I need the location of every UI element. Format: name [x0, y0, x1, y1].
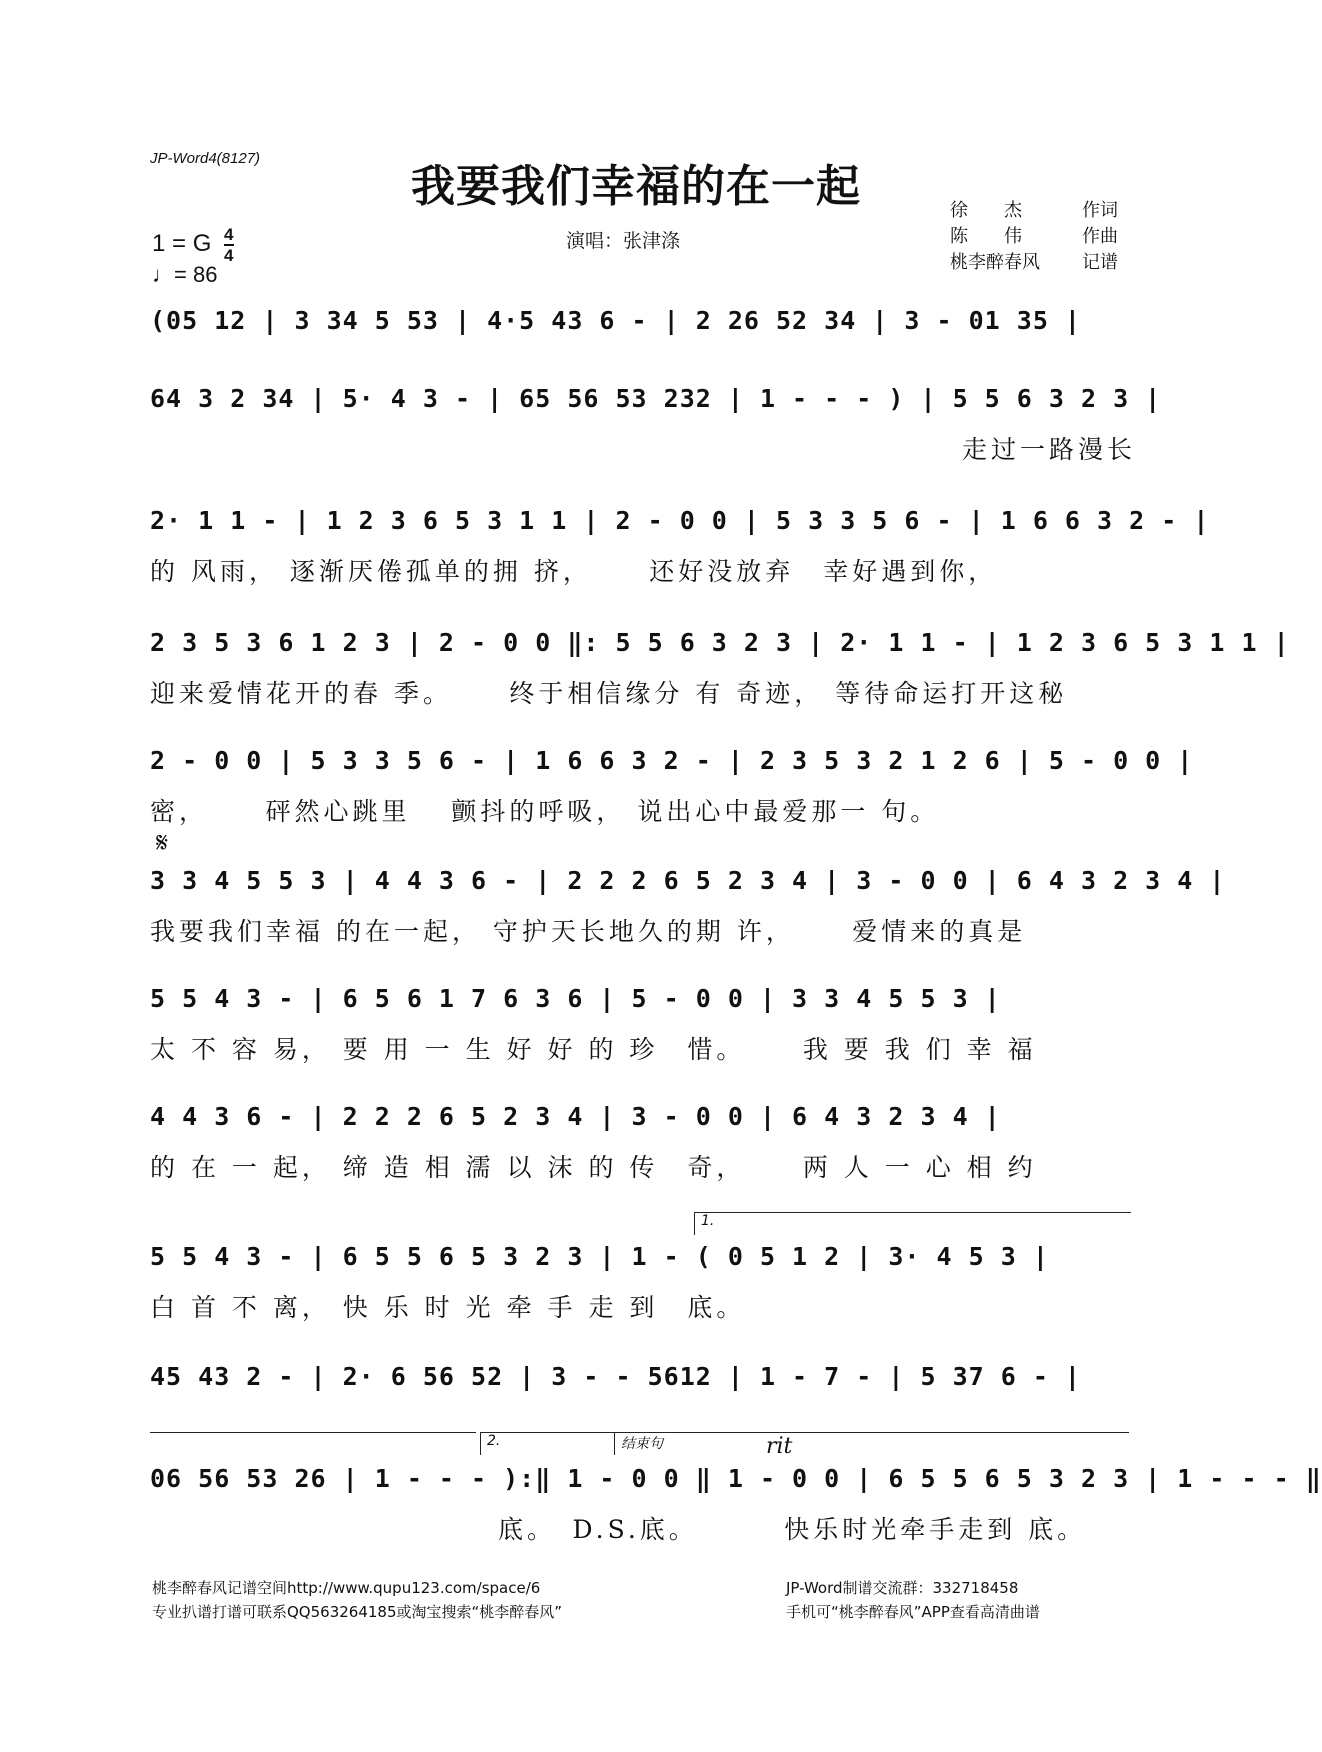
ritardando-mark: rit	[766, 1434, 793, 1459]
notation: 2 - 0 0 | 5 3 3 5 6 - | 1 6 6 3 2 - | 2 3 5 3 2 1 2 6 | 5 - 0 0 |	[150, 746, 1194, 775]
software-version: JP-Word4(8127)	[150, 150, 261, 167]
footer-right	[786, 1576, 1040, 1624]
lyrics: 密， 砰然心跳里 颤抖的呼吸， 说出心中最爱那一 句。	[150, 797, 940, 826]
lyrics: 的 在 一 起， 缔 造 相 濡 以 沫 的 传 奇， 两 人 一 心 相 约	[150, 1153, 1037, 1182]
lyrics: 走过一路漫长	[150, 435, 1137, 464]
notation: 3 3 4 5 5 3 | 4 4 3 6 - | 2 2 2 6 5 2 3 4 | 3 - 0 0 | 6 4 3 2 3 4 |	[150, 866, 1226, 895]
coda-label: 结束句	[621, 1436, 663, 1452]
notation: 64 3 2 34 | 5· 4 3 - | 65 56 53 232 | 1 - - - ) | 5 5 6 3 2 3 |	[150, 384, 1162, 413]
notation: 45 43 2 - | 2· 6 56 52 | 3 - - 5612 | 1 - 7 - | 5 37 6 - |	[150, 1362, 1081, 1391]
notation: 2· 1 1 - | 1 2 3 6 5 3 1 1 | 2 - 0 0 | 5 3 3 5 6 - | 1 6 6 3 2 - |	[150, 506, 1210, 535]
coda-bracket	[614, 1432, 1129, 1455]
singer: 演唱：张津涤	[566, 230, 681, 252]
volta-2: 2.	[480, 1432, 615, 1455]
lyrics: 迎来爱情花开的春 季。 终于相信缘分 有 奇迹， 等待命运打开这秘	[150, 679, 1068, 708]
lyrics: 底。 D.S.底。 快乐时光牵手走到 底。	[150, 1515, 1087, 1544]
notation: 4 4 3 6 - | 2 2 2 6 5 2 3 4 | 3 - 0 0 | 6 4 3 2 3 4 |	[150, 1102, 1001, 1131]
time-top: 4	[224, 225, 234, 244]
notation: 5 5 4 3 - | 6 5 5 6 5 3 2 3 | 1 - ( 0 5 1 2 | 3· 4 5 3 |	[150, 1242, 1049, 1271]
song-title: 我要我们幸福的在一起	[411, 161, 861, 212]
notation: (05 12 | 3 34 5 53 | 4·5 43 6 - | 2 26 52 34 | 3 - 01 35 |	[150, 306, 1081, 335]
tempo-mark: ♩= 86	[152, 262, 218, 287]
lyrics: 的 风雨， 逐渐厌倦孤单的拥 挤， 还好没放弃 幸好遇到你，	[150, 557, 998, 586]
volta-1-continued	[150, 1432, 476, 1455]
credit-lyricist: 徐 杰 作词	[950, 200, 1118, 221]
volta-1: 1.	[694, 1212, 1131, 1235]
notation: 2 3 5 3 6 1 2 3 | 2 - 0 0 ‖: 5 5 6 3 2 3 | 2· 1 1 - | 1 2 3 6 5 3 1 1 |	[150, 628, 1290, 657]
footer-left	[152, 1576, 562, 1624]
footer-group: JP-Word制谱交流群：332718458	[786, 1579, 1019, 1597]
time-bottom: 4	[224, 246, 234, 265]
lyrics: 太 不 容 易， 要 用 一 生 好 好 的 珍 惜。 我 要 我 们 幸 福	[150, 1035, 1037, 1064]
key-signature	[152, 226, 234, 264]
segno-sign: 𝄋	[156, 826, 169, 859]
lyrics: 我要我们幸福 的在一起， 守护天长地久的期 许， 爱情来的真是	[150, 917, 1027, 946]
key-label: 1 = G	[152, 230, 212, 258]
footer-website: 桃李醉春风记谱空间http://www.qupu123.com/space/6	[152, 1579, 541, 1597]
credits	[950, 198, 1118, 276]
credit-transcriber: 桃李醉春风 记谱	[950, 252, 1118, 273]
lyrics: 白 首 不 离， 快 乐 时 光 牵 手 走 到 底。	[150, 1293, 746, 1322]
notation: 5 5 4 3 - | 6 5 6 1 7 6 3 6 | 5 - 0 0 | 3 3 4 5 5 3 |	[150, 984, 1001, 1013]
footer-contact: 专业扒谱打谱可联系QQ563264185或淘宝搜索“桃李醉春风”	[152, 1603, 563, 1621]
credit-composer: 陈 伟 作曲	[950, 226, 1118, 247]
notation: 06 56 53 26 | 1 - - - ):‖ 1 - 0 0 ‖ 1 - 0 0 | 6 5 5 6 5 3 2 3 | 1 - - - ‖	[150, 1464, 1322, 1493]
time-signature	[224, 226, 233, 264]
footer-app: 手机可“桃李醉春风”APP查看高清曲谱	[786, 1603, 1040, 1621]
